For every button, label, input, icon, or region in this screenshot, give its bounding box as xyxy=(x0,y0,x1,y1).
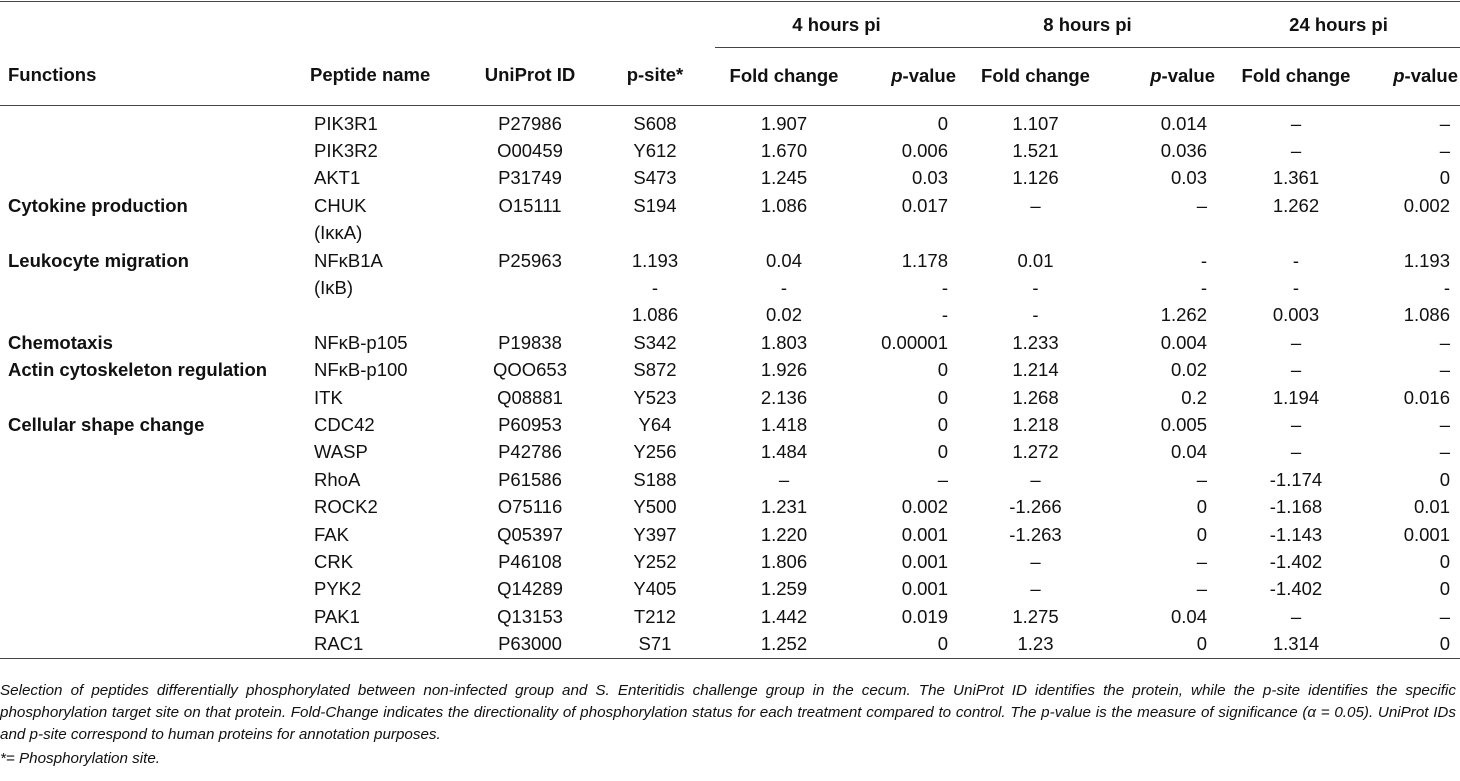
fold-change-24h-cell: -1.168 xyxy=(1269,496,1323,518)
uniprot-cell xyxy=(465,274,595,301)
fold-change-8h-cell: -1.266 xyxy=(1009,496,1062,518)
fold-change-8h-cell: - xyxy=(1032,304,1039,326)
p-value-4h-cell: 0 xyxy=(937,112,948,134)
uniprot-cell: P19838 xyxy=(498,331,562,353)
p-value-24h-cell: – xyxy=(1439,331,1451,353)
table-row xyxy=(0,630,1460,658)
function-cell xyxy=(0,106,310,138)
table-footnote: *= Phosphorylation site. xyxy=(0,750,160,767)
p-value-8h-cell xyxy=(1113,220,1217,247)
header-p-value-8h: p-value xyxy=(1113,48,1217,106)
table-row xyxy=(0,165,1460,192)
fold-change-24h-cell: – xyxy=(1290,112,1302,134)
fold-change-4h-cell: – xyxy=(778,468,790,490)
function-cell xyxy=(0,603,310,630)
table-row xyxy=(0,548,1460,575)
fold-change-8h-cell: 1.268 xyxy=(1012,386,1059,408)
p-value-24h-cell: 1.193 xyxy=(1403,249,1451,271)
p-value-4h-cell: 0 xyxy=(937,413,948,435)
timepoint-header-row xyxy=(0,2,1460,48)
peptide-cell: FAK xyxy=(314,523,349,545)
fold-change-8h-cell: - xyxy=(1032,277,1039,299)
p-site-cell: Y397 xyxy=(633,523,677,545)
fold-change-4h-cell: 1.220 xyxy=(760,523,808,545)
phosphorylation-table xyxy=(0,1,1460,659)
p-value-4h-cell: 0.001 xyxy=(901,578,948,600)
p-value-4h-cell: 0.001 xyxy=(901,550,948,572)
fold-change-4h-cell: - xyxy=(780,277,788,299)
table-caption: Selection of peptides differentially phosphorylated between non-infected group and S. Enteritidis challenge group in the cecum. The UniProt ID identifies the protein, while the p-site identifies the specific phosphorylation target site on that protein. Fold-Change indicates the directionality of phosphorylation status for each treatment compared to control. The p-value is the measure of significance (α = 0.05). UniProt IDs and p-site correspond to human proteins for annotation purposes. xyxy=(0,682,1456,743)
p-value-8h-cell: – xyxy=(1196,578,1207,600)
function-cell xyxy=(0,493,310,520)
peptide-cell: ROCK2 xyxy=(314,496,378,518)
p-site-cell: Y405 xyxy=(633,578,677,600)
fold-change-24h-cell: – xyxy=(1290,359,1302,381)
p-value-24h-cell: – xyxy=(1439,441,1451,463)
uniprot-cell: O75116 xyxy=(497,496,563,518)
uniprot-cell: P60953 xyxy=(498,413,562,435)
p-value-8h-cell: 0 xyxy=(1196,496,1207,518)
function-cell xyxy=(0,630,310,658)
uniprot-cell: P31749 xyxy=(498,167,562,189)
uniprot-cell xyxy=(465,220,595,247)
fold-change-24h-cell: 1.262 xyxy=(1272,194,1320,216)
p-site-cell: - xyxy=(651,277,659,299)
fold-change-4h-cell: 1.252 xyxy=(760,633,808,655)
table-body xyxy=(0,106,1460,659)
fold-change-4h-cell: 1.803 xyxy=(760,331,808,353)
fold-change-8h-cell: 1.272 xyxy=(1012,441,1059,463)
function-cell xyxy=(0,165,310,192)
p-site-cell: 1.193 xyxy=(631,249,679,271)
fold-change-4h-cell: 1.484 xyxy=(760,441,808,463)
uniprot-cell: O15111 xyxy=(498,194,562,216)
p-value-24h-cell: – xyxy=(1439,140,1451,162)
fold-change-24h-cell: – xyxy=(1290,140,1302,162)
peptide-cell: WASP xyxy=(314,441,368,463)
p-value-24h-cell: 1.086 xyxy=(1403,304,1451,326)
fold-change-24h-cell: -1.174 xyxy=(1269,468,1323,490)
peptide-cell: (IκB) xyxy=(314,277,354,299)
fold-change-8h-cell: 1.233 xyxy=(1012,331,1059,353)
fold-change-8h-cell: 1.218 xyxy=(1012,413,1059,435)
p-site-cell: S188 xyxy=(633,468,677,490)
function-cell: Leukocyte migration xyxy=(8,249,189,271)
p-value-4h-cell: - xyxy=(941,277,948,299)
p-value-4h-cell: 0.00001 xyxy=(881,331,948,353)
peptide-cell: NFκB-p105 xyxy=(314,331,408,353)
p-value-24h-cell: 0 xyxy=(1439,550,1451,572)
p-value-4h-cell: 0 xyxy=(937,359,948,381)
uniprot-cell: Q14289 xyxy=(497,578,563,600)
uniprot-cell: P61586 xyxy=(498,468,562,490)
timepoint-24h: 24 hours pi xyxy=(1217,2,1460,48)
p-value-4h-cell: 0 xyxy=(937,386,948,408)
fold-change-4h-cell: 1.442 xyxy=(760,605,808,627)
peptide-cell: CRK xyxy=(314,550,354,572)
timepoint-4h: 4 hours pi xyxy=(715,2,958,48)
table-row xyxy=(0,302,1460,329)
fold-change-24h-cell: - xyxy=(1292,277,1300,299)
uniprot-cell: P63000 xyxy=(498,633,562,655)
table-row xyxy=(0,357,1460,384)
p-value-8h-cell: 0 xyxy=(1196,633,1207,655)
p-site-cell: 1.086 xyxy=(631,304,679,326)
function-cell: Chemotaxis xyxy=(8,331,113,353)
fold-change-24h-cell: – xyxy=(1290,331,1302,353)
fold-change-24h-cell xyxy=(1217,220,1375,247)
p-value-4h-cell: 0 xyxy=(937,441,948,463)
function-cell: Cytokine production xyxy=(8,194,188,216)
fold-change-4h-cell: 1.806 xyxy=(760,550,808,572)
fold-change-24h-cell: – xyxy=(1290,605,1302,627)
fold-change-8h-cell: – xyxy=(1030,468,1041,490)
uniprot-cell: Q05397 xyxy=(497,523,563,545)
p-value-24h-cell: 0 xyxy=(1439,578,1451,600)
p-value-24h-cell xyxy=(1375,220,1460,247)
p-value-4h-cell: 0 xyxy=(937,633,948,655)
peptide-cell: CHUK xyxy=(314,194,367,216)
p-value-24h-cell: – xyxy=(1439,413,1451,435)
p-value-24h-cell: – xyxy=(1439,112,1451,134)
fold-change-8h-cell: – xyxy=(1030,578,1041,600)
function-cell xyxy=(0,274,310,301)
p-value-8h-cell: 1.262 xyxy=(1160,304,1207,326)
peptide-cell: CDC42 xyxy=(314,413,375,435)
p-value-4h-cell: 0.017 xyxy=(901,194,948,216)
table-row xyxy=(0,603,1460,630)
fold-change-8h-cell: 1.23 xyxy=(1017,633,1054,655)
p-value-24h-cell: 0 xyxy=(1439,468,1451,490)
fold-change-24h-cell: – xyxy=(1290,441,1302,463)
uniprot-cell: Q13153 xyxy=(497,605,563,627)
function-cell xyxy=(0,302,310,329)
fold-change-4h-cell: 1.907 xyxy=(760,112,808,134)
p-value-24h-cell: 0.016 xyxy=(1403,386,1451,408)
fold-change-24h-cell: 1.361 xyxy=(1272,167,1320,189)
fold-change-8h-cell: – xyxy=(1030,550,1041,572)
peptide-cell: RAC1 xyxy=(314,633,364,655)
peptide-cell: AKT1 xyxy=(314,167,361,189)
p-value-8h-cell: 0.04 xyxy=(1170,605,1207,627)
uniprot-cell: P46108 xyxy=(498,550,562,572)
fold-change-8h-cell: -1.263 xyxy=(1009,523,1062,545)
header-p-site: p-site* xyxy=(595,48,715,106)
fold-change-24h-cell: 0.003 xyxy=(1272,304,1320,326)
fold-change-4h-cell: 1.245 xyxy=(760,167,808,189)
uniprot-cell: Q08881 xyxy=(497,386,563,408)
p-site-cell: S194 xyxy=(633,194,677,216)
peptide-cell: NFκB-p100 xyxy=(314,359,408,381)
p-site-cell: Y523 xyxy=(633,386,677,408)
fold-change-4h-cell: 1.670 xyxy=(760,140,808,162)
table-row xyxy=(0,521,1460,548)
p-value-8h-cell: 0.04 xyxy=(1170,441,1207,463)
p-value-24h-cell: - xyxy=(1443,277,1451,299)
header-uniprot-id: UniProt ID xyxy=(465,48,595,106)
p-value-4h-cell: 0.019 xyxy=(901,605,948,627)
p-value-4h-cell: 0.002 xyxy=(901,496,948,518)
table-row xyxy=(0,466,1460,493)
p-value-8h-cell: – xyxy=(1196,468,1207,490)
p-value-24h-cell: – xyxy=(1439,605,1451,627)
p-value-4h-cell: 1.178 xyxy=(901,249,948,271)
peptide-cell: PYK2 xyxy=(314,578,362,600)
function-cell xyxy=(0,466,310,493)
fold-change-4h-cell: 1.418 xyxy=(760,413,808,435)
peptide-cell: PIK3R2 xyxy=(314,140,378,162)
peptide-cell: (IκκA) xyxy=(314,222,363,244)
function-cell: Cellular shape change xyxy=(8,413,205,435)
p-value-8h-cell: - xyxy=(1200,277,1207,299)
p-value-24h-cell: 0.002 xyxy=(1403,194,1451,216)
fold-change-4h-cell: 2.136 xyxy=(760,386,808,408)
p-site-cell: Y252 xyxy=(633,550,677,572)
p-value-8h-cell: – xyxy=(1196,550,1207,572)
table-row xyxy=(0,274,1460,301)
p-site-cell: S473 xyxy=(633,167,677,189)
p-value-8h-cell: 0.004 xyxy=(1160,331,1207,353)
p-site-cell xyxy=(595,220,715,247)
p-site-cell: S872 xyxy=(633,359,677,381)
fold-change-8h-cell: 1.521 xyxy=(1012,140,1059,162)
fold-change-8h-cell: 1.214 xyxy=(1012,359,1059,381)
function-cell xyxy=(0,548,310,575)
function-cell xyxy=(0,384,310,411)
uniprot-cell: QOO653 xyxy=(492,359,568,381)
fold-change-8h-cell xyxy=(958,220,1113,247)
p-value-8h-cell: 0.005 xyxy=(1160,413,1207,435)
p-value-24h-cell: 0.01 xyxy=(1414,496,1451,518)
p-value-24h-cell: 0 xyxy=(1439,167,1451,189)
fold-change-24h-cell: 1.314 xyxy=(1272,633,1320,655)
function-cell xyxy=(0,220,310,247)
fold-change-4h-cell: 0.02 xyxy=(765,304,802,326)
p-value-24h-cell: 0.001 xyxy=(1403,523,1451,545)
header-p-value-4h: p-value xyxy=(853,48,958,106)
p-value-4h-cell: - xyxy=(941,304,948,326)
table-row xyxy=(0,493,1460,520)
fold-change-4h-cell: 1.086 xyxy=(760,194,808,216)
table-row xyxy=(0,329,1460,356)
header-fold-change-8h: Fold change xyxy=(958,48,1113,106)
timepoint-8h: 8 hours pi xyxy=(958,2,1217,48)
peptide-cell: NFκB1A xyxy=(314,249,383,271)
fold-change-24h-cell: -1.402 xyxy=(1269,550,1323,572)
table-row xyxy=(0,137,1460,164)
p-value-4h-cell: – xyxy=(937,468,948,490)
p-value-8h-cell: 0 xyxy=(1196,523,1207,545)
fold-change-24h-cell: 1.194 xyxy=(1272,386,1320,408)
p-value-4h-cell: 0.001 xyxy=(901,523,948,545)
p-value-24h-cell: – xyxy=(1439,359,1451,381)
function-cell: Actin cytoskeleton regulation xyxy=(8,359,268,381)
fold-change-24h-cell: - xyxy=(1292,249,1300,271)
uniprot-cell xyxy=(465,302,595,329)
fold-change-8h-cell: 1.275 xyxy=(1012,605,1059,627)
function-cell xyxy=(0,439,310,466)
fold-change-24h-cell: – xyxy=(1290,413,1302,435)
p-value-4h-cell: 0.006 xyxy=(901,140,948,162)
p-site-cell: S342 xyxy=(633,331,677,353)
p-site-cell: S608 xyxy=(633,112,677,134)
p-site-cell: T212 xyxy=(633,605,677,627)
table-row xyxy=(0,220,1460,247)
p-value-8h-cell: 0.014 xyxy=(1160,112,1207,134)
table-row xyxy=(0,384,1460,411)
peptide-cell: PIK3R1 xyxy=(314,112,378,134)
fold-change-8h-cell: 1.107 xyxy=(1012,112,1059,134)
uniprot-cell: P42786 xyxy=(498,441,562,463)
function-cell xyxy=(0,576,310,603)
p-value-8h-cell: 0.03 xyxy=(1170,167,1207,189)
p-site-cell: Y64 xyxy=(638,413,672,435)
uniprot-cell: P27986 xyxy=(498,112,562,134)
p-value-8h-cell: 0.02 xyxy=(1170,359,1207,381)
table-row xyxy=(0,106,1460,138)
function-cell xyxy=(0,521,310,548)
fold-change-24h-cell: -1.143 xyxy=(1269,523,1323,545)
p-value-8h-cell: – xyxy=(1196,194,1207,216)
p-value-8h-cell: 0.2 xyxy=(1181,386,1207,408)
header-peptide-name: Peptide name xyxy=(310,48,465,106)
header-p-value-24h: p-value xyxy=(1375,48,1460,106)
fold-change-8h-cell: 0.01 xyxy=(1017,249,1054,271)
peptide-cell xyxy=(310,302,465,329)
peptide-cell: RhoA xyxy=(314,468,361,490)
table-row xyxy=(0,192,1460,219)
peptide-cell: ITK xyxy=(314,386,343,408)
fold-change-4h-cell: 1.231 xyxy=(760,496,808,518)
header-functions: Functions xyxy=(0,48,310,106)
table-row xyxy=(0,439,1460,466)
header-fold-change-4h: Fold change xyxy=(715,48,853,106)
fold-change-24h-cell: -1.402 xyxy=(1269,578,1323,600)
fold-change-4h-cell: 1.259 xyxy=(760,578,808,600)
fold-change-4h-cell: 1.926 xyxy=(760,359,808,381)
fold-change-8h-cell: – xyxy=(1030,194,1041,216)
p-site-cell: Y500 xyxy=(633,496,677,518)
p-site-cell: S71 xyxy=(638,633,672,655)
p-value-8h-cell: - xyxy=(1200,249,1207,271)
p-value-24h-cell: 0 xyxy=(1439,633,1451,655)
table-row xyxy=(0,247,1460,274)
p-site-cell: Y612 xyxy=(633,140,677,162)
fold-change-4h-cell: 0.04 xyxy=(765,249,802,271)
peptide-cell: PAK1 xyxy=(314,605,360,627)
header-fold-change-24h: Fold change xyxy=(1217,48,1375,106)
p-value-4h-cell: 0.03 xyxy=(911,167,948,189)
p-value-8h-cell: 0.036 xyxy=(1160,140,1207,162)
column-header-row xyxy=(0,48,1460,106)
table-row xyxy=(0,576,1460,603)
p-site-cell: Y256 xyxy=(633,441,677,463)
p-value-4h-cell xyxy=(853,220,958,247)
table-row xyxy=(0,411,1460,438)
fold-change-8h-cell: 1.126 xyxy=(1012,167,1059,189)
function-cell xyxy=(0,137,310,164)
uniprot-cell: P25963 xyxy=(498,249,562,271)
uniprot-cell: O00459 xyxy=(497,140,563,162)
fold-change-4h-cell xyxy=(715,220,853,247)
